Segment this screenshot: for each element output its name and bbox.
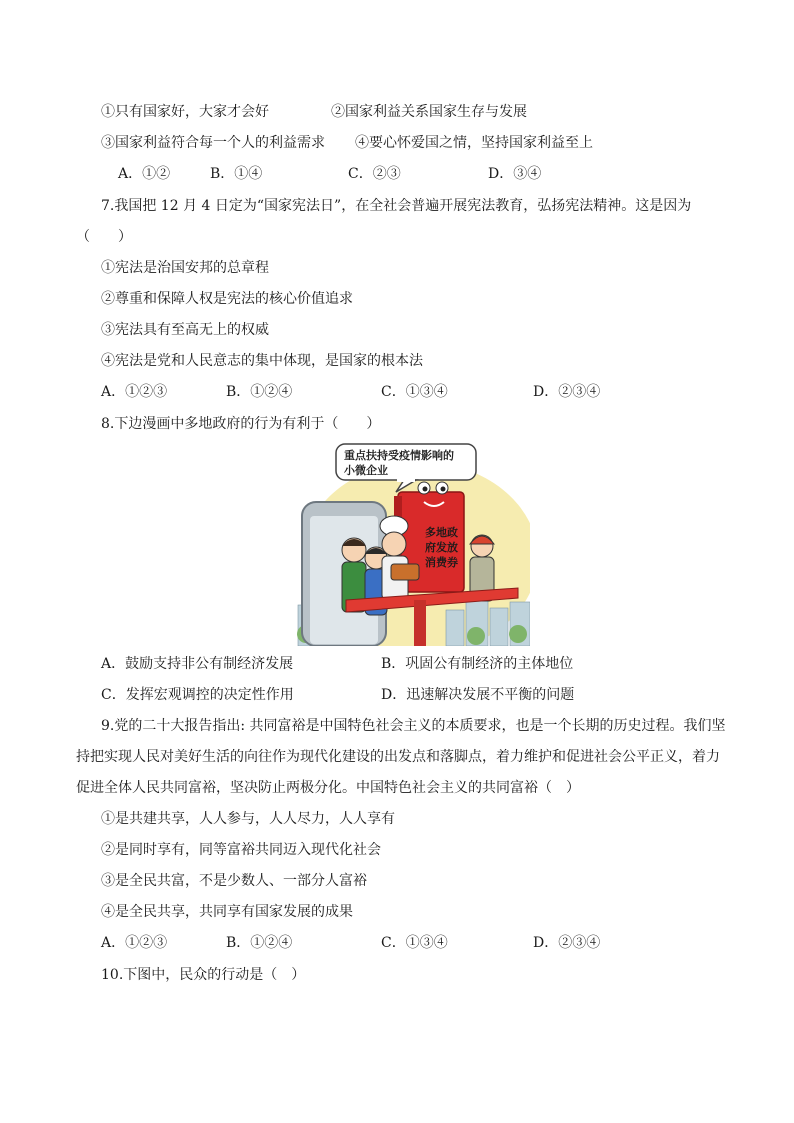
q9-item-1: ①是共建共享，人人参与，人人尽力，人人享有: [101, 811, 395, 827]
q7-item-3: ③宪法具有至高无上的权威: [101, 322, 269, 338]
q10-stem: 10.下图中，民众的行动是（ ）: [101, 967, 306, 983]
q7-stem-line-2: （ ）: [76, 229, 132, 245]
bubble-text-line-2: 小微企业: [344, 464, 388, 477]
q6-option-d: D．③④: [488, 166, 542, 182]
q9-option-a: A．①②③: [101, 935, 168, 951]
q7-item-1: ①宪法是治国安邦的总章程: [101, 260, 269, 276]
q9-item-4: ④是全民共享，共同享有国家发展的成果: [101, 904, 353, 920]
q7-stem-line-1: 7.我国把 12 月 4 日定为“国家宪法日”，在全社会普遍开展宪法教育，弘扬宪法精神。这是因为: [101, 198, 692, 214]
q6-statement-2: ②国家利益关系国家生存与发展: [331, 104, 527, 120]
q6-option-c: C．②③: [348, 166, 401, 182]
q6-statement-1: ①只有国家好，大家才会好: [101, 104, 269, 120]
q9-option-c: C．①③④: [381, 935, 448, 951]
coupon-text-line-2: 府发放: [425, 541, 458, 554]
bubble-text-line-1: 重点扶持受疫情影响的: [344, 449, 454, 462]
q8-option-a: A．鼓励支持非公有制经济发展: [101, 656, 294, 672]
q6-statement-4: ④要心怀爱国之情，坚持国家利益至上: [355, 135, 593, 151]
q9-item-2: ②是同时享有，同等富裕共同迈入现代化社会: [101, 842, 381, 858]
q8-option-d: D．迅速解决发展不平衡的问题: [381, 687, 575, 703]
q8-stem: 8.下边漫画中多地政府的行为有利于（ ）: [101, 416, 381, 432]
q7-option-b: B．①②④: [226, 384, 293, 400]
q7-item-2: ②尊重和保障人权是宪法的核心价值追求: [101, 291, 353, 307]
q6-option-a: A．①②: [118, 166, 171, 182]
coupon-text-line-1: 多地政: [425, 526, 458, 539]
q9-stem-line-2: 持把实现人民对美好生活的向往作为现代化建设的出发点和落脚点，着力维护和促进社会公平正义，着力: [76, 749, 720, 765]
q7-item-4: ④宪法是党和人民意志的集中体现，是国家的根本法: [101, 353, 423, 369]
q9-option-b: B．①②④: [226, 935, 293, 951]
q9-stem-line-1: 9.党的二十大报告指出: 共同富裕是中国特色社会主义的本质要求，也是一个长期的历史过程。我们坚: [101, 718, 726, 734]
cartoon-illustration: [296, 440, 530, 646]
q9-option-d: D．②③④: [533, 935, 601, 951]
q8-option-b: B．巩固公有制经济的主体地位: [381, 656, 574, 672]
q6-option-b: B．①④: [210, 166, 263, 182]
q6-statement-3: ③国家利益符合每一个人的利益需求: [101, 135, 325, 151]
q8-option-c: C．发挥宏观调控的决定性作用: [101, 687, 294, 703]
q9-stem-line-3: 促进全体人民共同富裕，坚决防止两极分化。中国特色社会主义的共同富裕（ ）: [76, 780, 580, 796]
coupon-text-line-3: 消费券: [425, 556, 458, 569]
q7-option-a: A．①②③: [101, 384, 168, 400]
q9-item-3: ③是全民共富，不是少数人、一部分人富裕: [101, 873, 367, 889]
q7-option-d: D．②③④: [533, 384, 601, 400]
q7-option-c: C．①③④: [381, 384, 448, 400]
